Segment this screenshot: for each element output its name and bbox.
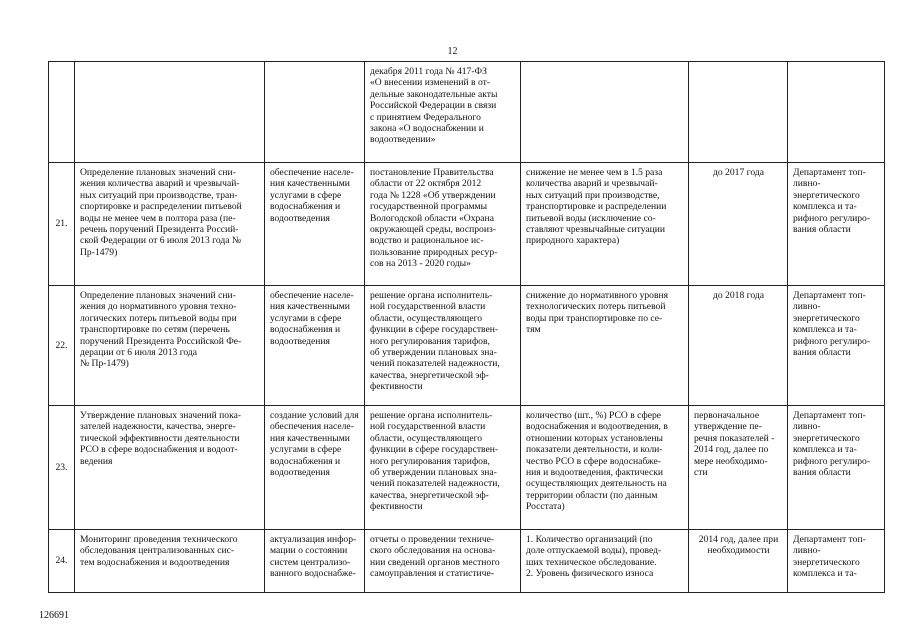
indicator-cell: снижение до нормативного уровня технологических потерь питьевой воды при транспортировке по се- тям (521, 286, 689, 406)
legal-act-cell: решение органа исполнитель- ной государственной власти области, осуществляющего функции в сфере государствен- ного регулирования тарифов, об утверждении плановых зна- чений показателей надежности, качества, энергетической эф- фективности (365, 286, 521, 406)
responsible-cell: Департамент топ- ливно- энергетического комплекса и та- рифного регулиро- вания области (788, 163, 885, 286)
goal-cell: создание условий для обеспечения населе- ния качественными услугами в сфере водоснабжения и водоотведения (265, 406, 365, 530)
table-row (49, 62, 885, 163)
indicator-cell: 1. Количество организаций (по доле отпускаемой воды), провед- ших техническое обследование. 2. Уровень физического износа (521, 530, 689, 593)
table-row (49, 530, 885, 593)
indicator-cell: количество (шт., %) РСО в сфере водоснабжения и водоотведения, в отношении которых установлены показатели деятельности, и коли- чество РСО в сфере водоснабже- ния и водоотведения, фактически осуществляющих деятельность на территории области (по данным Росстата) (521, 406, 689, 530)
legal-act-cell: отчеты о проведении техниче- ского обследования на основа- нии сведений органов местного самоуправления и статистиче- (365, 530, 521, 593)
indicator-cell: снижение не менее чем в 1.5 раза количества аварий и чрезвычай- ных ситуаций при производстве, транспортировке и распределении питьевой воды (исключение со- ставляют чрезвычайные ситуации природного характера) (521, 163, 689, 286)
goal-cell: обеспечение населе- ния качественными услугами в сфере водоснабжения и водоотведения (265, 286, 365, 406)
goal-cell: актуализация инфор- мации о состоянии систем централизо- ванного водоснабже- (265, 530, 365, 593)
goal-cell (265, 62, 365, 163)
row-number: 24. (49, 530, 75, 593)
row-number: 22. (49, 286, 75, 406)
measure-cell: Утверждение плановых значений пока- зателей надежности, качества, энерге- тической эффективности деятельности РСО в сфере водоснабжения и водоот- ведения (75, 406, 265, 530)
deadline-cell (689, 62, 788, 163)
responsible-cell (788, 62, 885, 163)
responsible-cell: Департамент топ- ливно- энергетического комплекса и та- рифного регулиро- вания области (788, 406, 885, 530)
responsible-cell: Департамент топ- ливно- энергетического комплекса и та- (788, 530, 885, 593)
page-number: 12 (447, 46, 458, 57)
legal-act-cell: решение органа исполнитель- ной государственной власти области, осуществляющего функции в сфере государствен- ного регулирования тарифов, об утверждении плановых зна- чений показателей надежности, качества, энергетической эф- фективности (365, 406, 521, 530)
responsible-cell: Департамент топ- ливно- энергетического комплекса и та- рифного регулиро- вания области (788, 286, 885, 406)
row-number (49, 62, 75, 163)
legal-act-cell: декабря 2011 года № 417-ФЗ «О внесении изменений в от- дельные законодательные акты Российской Федерации в связи с принятием Федерального закона «О водоснабжении и водоотведении» (365, 62, 521, 163)
table-row (49, 406, 885, 530)
measures-table (48, 61, 885, 593)
row-number: 21. (49, 163, 75, 286)
row-number: 23. (49, 406, 75, 530)
indicator-cell (521, 62, 689, 163)
document-code: 126691 (39, 610, 69, 621)
deadline-cell: 2014 год, далее при необходимости (689, 530, 788, 593)
measure-cell: Определение плановых значений сни- жения до нормативного уровня техно- логических потерь питьевой воды при транспортировке по сетям (перечень поручений Президента Российской Фе- дерации от 6 июля 2013 года № Пр-1479) (75, 286, 265, 406)
measure-cell: Мониторинг проведения технического обследования централизованных сис- тем водоснабжения и водоотведения (75, 530, 265, 593)
deadline-cell: первоначальное утверждение пе- речня показателей - 2014 год, далее по мере необходимо- сти (689, 406, 788, 530)
deadline-cell: до 2017 года (689, 163, 788, 286)
goal-cell: обеспечение населе- ния качественными услугами в сфере водоснабжения и водоотведения (265, 163, 365, 286)
table-row (49, 163, 885, 286)
table-row (49, 286, 885, 406)
measure-cell (75, 62, 265, 163)
legal-act-cell: постановление Правительства области от 22 октября 2012 года № 1228 «Об утверждении государственной программы Вологодской области «Охрана окружающей среды, воспроиз- водство и рациональное ис- пользование природных ресур- сов на 2013 - 2020 годы» (365, 163, 521, 286)
measure-cell: Определение плановых значений сни- жения количества аварий и чрезвычай- ных ситуаций при производстве, тран- спортировке и распределении питьевой воды не менее чем в полтора раза (пе- речень поручений Президента Россий- ской Федерации от 6 июля 2013 года № Пр-1479) (75, 163, 265, 286)
deadline-cell: до 2018 года (689, 286, 788, 406)
